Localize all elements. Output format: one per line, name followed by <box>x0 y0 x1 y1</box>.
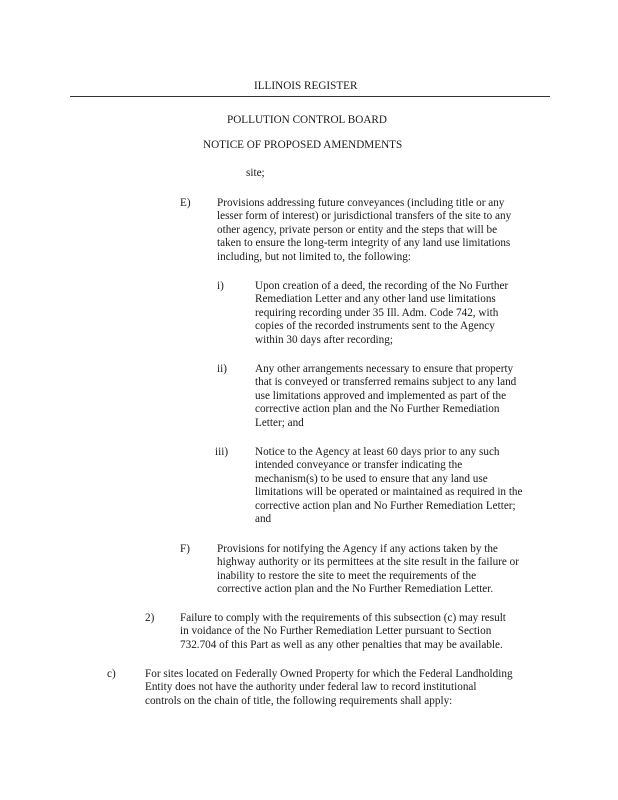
subitem-iii-text <box>255 446 523 526</box>
item-c-label: c) <box>107 668 116 680</box>
item-e-line: other agency, private person or entity and the steps that will be <box>217 223 498 236</box>
subitem-iii-label: iii) <box>215 446 229 458</box>
item-2-line: 732.704 of this Part as well as any other penalties that may be available. <box>180 638 503 651</box>
item-c-text <box>145 668 513 708</box>
subitem-line: within 30 days after recording; <box>255 333 393 346</box>
header-rule <box>70 96 550 97</box>
item-c-line: For sites located on Federally Owned Property for which the Federal Landholding <box>145 668 513 680</box>
item-e-text <box>217 197 511 264</box>
item-f-text <box>217 543 519 597</box>
subitem-line: and <box>255 513 272 526</box>
item-e-line: including, but not limited to, the following: <box>217 250 411 263</box>
subitem-line: intended conveyance or transfer indicating the <box>255 459 463 472</box>
subitem-line: corrective action plan and the No Further Remediation <box>255 403 500 416</box>
subitem-line: limitations will be operated or maintained as required in the <box>255 486 523 499</box>
item-e-line: Provisions addressing future conveyances (including title or any <box>217 197 505 209</box>
item-2-label: 2) <box>145 612 155 624</box>
subitem-line: corrective action plan and No Further Remediation Letter; <box>255 499 516 512</box>
item-f-line: corrective action plan and the No Further Remediation Letter. <box>217 583 494 596</box>
notice-title: NOTICE OF PROPOSED AMENDMENTS <box>203 139 403 151</box>
item-2-line: in voidance of the No Further Remediation Letter pursuant to Section <box>180 625 492 638</box>
item-f-line: Provisions for notifying the Agency if any actions taken by the <box>217 543 498 555</box>
subitem-line: copies of the recorded instruments sent to the Agency <box>255 320 495 333</box>
subitem-line: that is conveyed or transferred remains subject to any land <box>255 376 517 389</box>
item-f-line: inability to restore the site to meet the requirements of the <box>217 569 477 582</box>
subitem-line: Letter; and <box>255 416 304 429</box>
board-title: POLLUTION CONTROL BOARD <box>227 114 387 126</box>
subitem-line: Remediation Letter and any other land use limitations <box>255 293 496 306</box>
subitem-line: mechanism(s) to be used to ensure that any land use <box>255 472 488 485</box>
subitem-ii-label: ii) <box>217 363 227 375</box>
subitem-line: use limitations approved and implemented as part of the <box>255 389 507 402</box>
item-c-line: controls on the chain of title, the following requirements shall apply: <box>145 694 453 707</box>
subitem-i-text <box>255 280 508 347</box>
subitem-line: Any other arrangements necessary to ensure that property <box>255 363 514 375</box>
subitem-ii-text <box>255 363 516 430</box>
item-c-line: Entity does not have the authority under federal law to record institutional <box>145 681 477 694</box>
item-f-line: highway authority or its permittees at the site result in the failure or <box>217 556 519 569</box>
subitem-line: requiring recording under 35 Ill. Adm. Code 742, with <box>255 306 499 319</box>
item-2-text <box>180 612 506 652</box>
subitem-line: Upon creation of a deed, the recording of the No Further <box>255 280 509 292</box>
item-f-label: F) <box>180 543 190 555</box>
subitem-i-label: i) <box>217 280 224 292</box>
item-2-line: Failure to comply with the requirements of this subsection (c) may result <box>180 612 506 624</box>
item-e-line: lesser form of interest) or jurisdictional transfers of the site to any <box>217 210 512 223</box>
site-fragment: site; <box>246 167 265 179</box>
subitem-line: Notice to the Agency at least 60 days prior to any such <box>255 446 500 458</box>
register-title: ILLINOIS REGISTER <box>254 80 358 92</box>
item-e-line: taken to ensure the long-term integrity of any land use limitations <box>217 237 511 250</box>
item-e-label: E) <box>180 197 191 209</box>
